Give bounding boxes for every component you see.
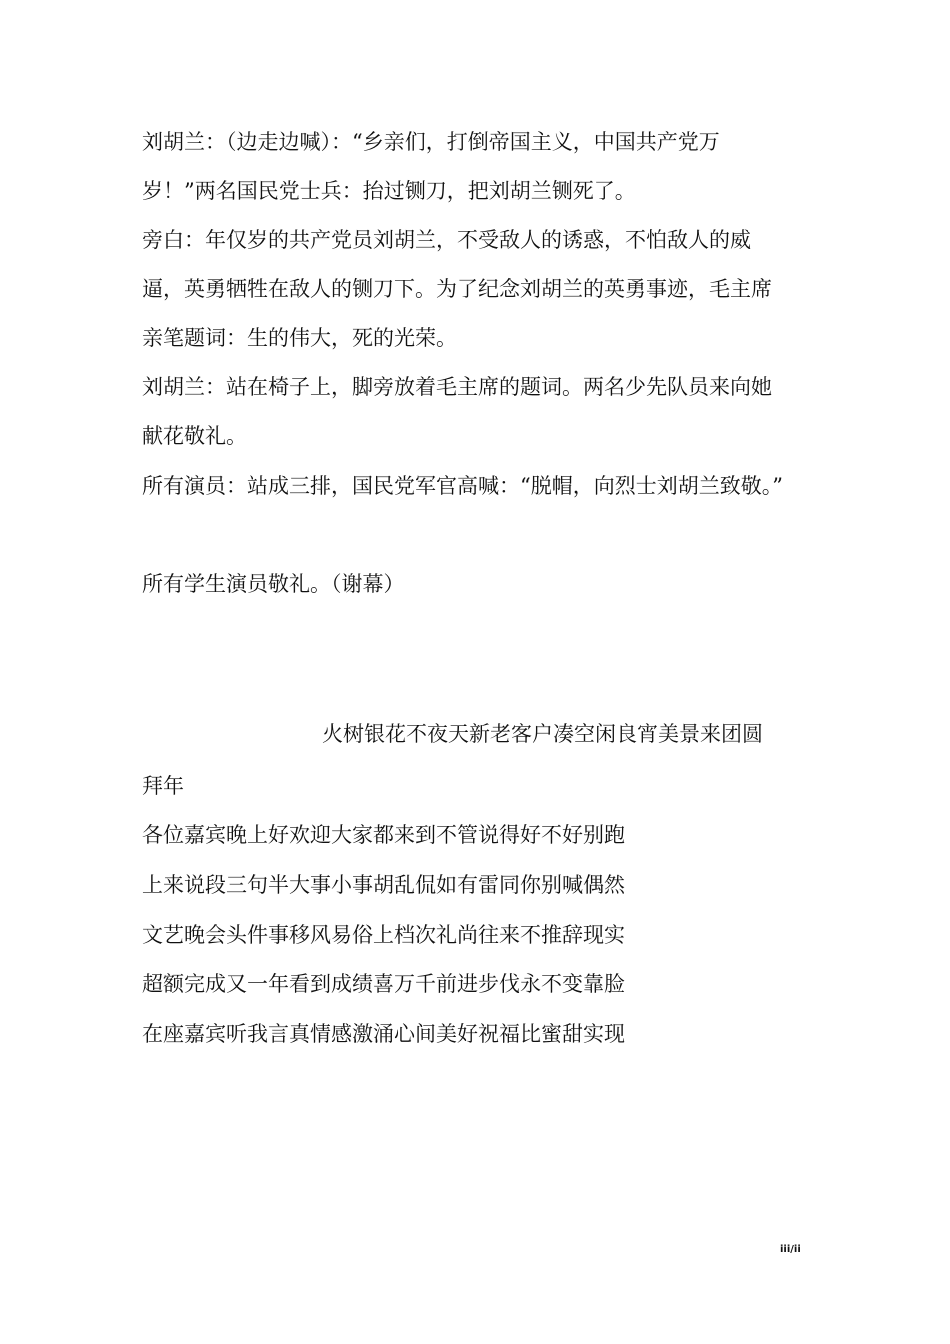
poem-line: 在座嘉宾听我言真情感激涌心间美好祝福比蜜甜实现	[142, 1022, 625, 1046]
poem-subtitle: 拜年	[142, 774, 184, 798]
poem-line: 超额完成又一年看到成绩喜万千前进步伐永不变靠脸	[142, 972, 625, 996]
page-number: iii/ii	[780, 1244, 801, 1255]
poem-line: 各位嘉宾晚上好欢迎大家都来到不管说得好不好别跑	[142, 823, 625, 847]
script-paragraph-5: 所有学生演员敬礼。（谢幕）	[142, 572, 405, 596]
script-paragraph-1: 刘胡兰：（边走边喊）：“乡亲们，打倒帝国主义，中国共产党万岁！”两名国民党士兵：抬过铡刀，把刘胡兰铡死了。	[142, 130, 720, 203]
poem-line: 文艺晚会头件事移风易俗上档次礼尚往来不推辞现实	[142, 923, 625, 947]
script-paragraph-3: 刘胡兰：站在椅子上，脚旁放着毛主席的题词。两名少先队员来向她献花敬礼。	[142, 375, 772, 448]
poem-line: 上来说段三句半大事小事胡乱侃如有雷同你别喊偶然	[142, 873, 625, 897]
script-paragraph-4: 所有演员：站成三排，国民党军官高喊：“脱帽，向烈士刘胡兰致敬。”	[142, 474, 783, 498]
script-paragraph-2: 旁白：年仅岁的共产党员刘胡兰，不受敌人的诱惑，不怕敌人的威逼，英勇牺牲在敌人的铡刀下。为了纪念刘胡兰的英勇事迹，毛主席亲笔题词：生的伟大，死的光荣。	[142, 228, 772, 350]
poem-title: 火树银花不夜天新老客户凑空闲良宵美景来团圆	[322, 722, 763, 746]
